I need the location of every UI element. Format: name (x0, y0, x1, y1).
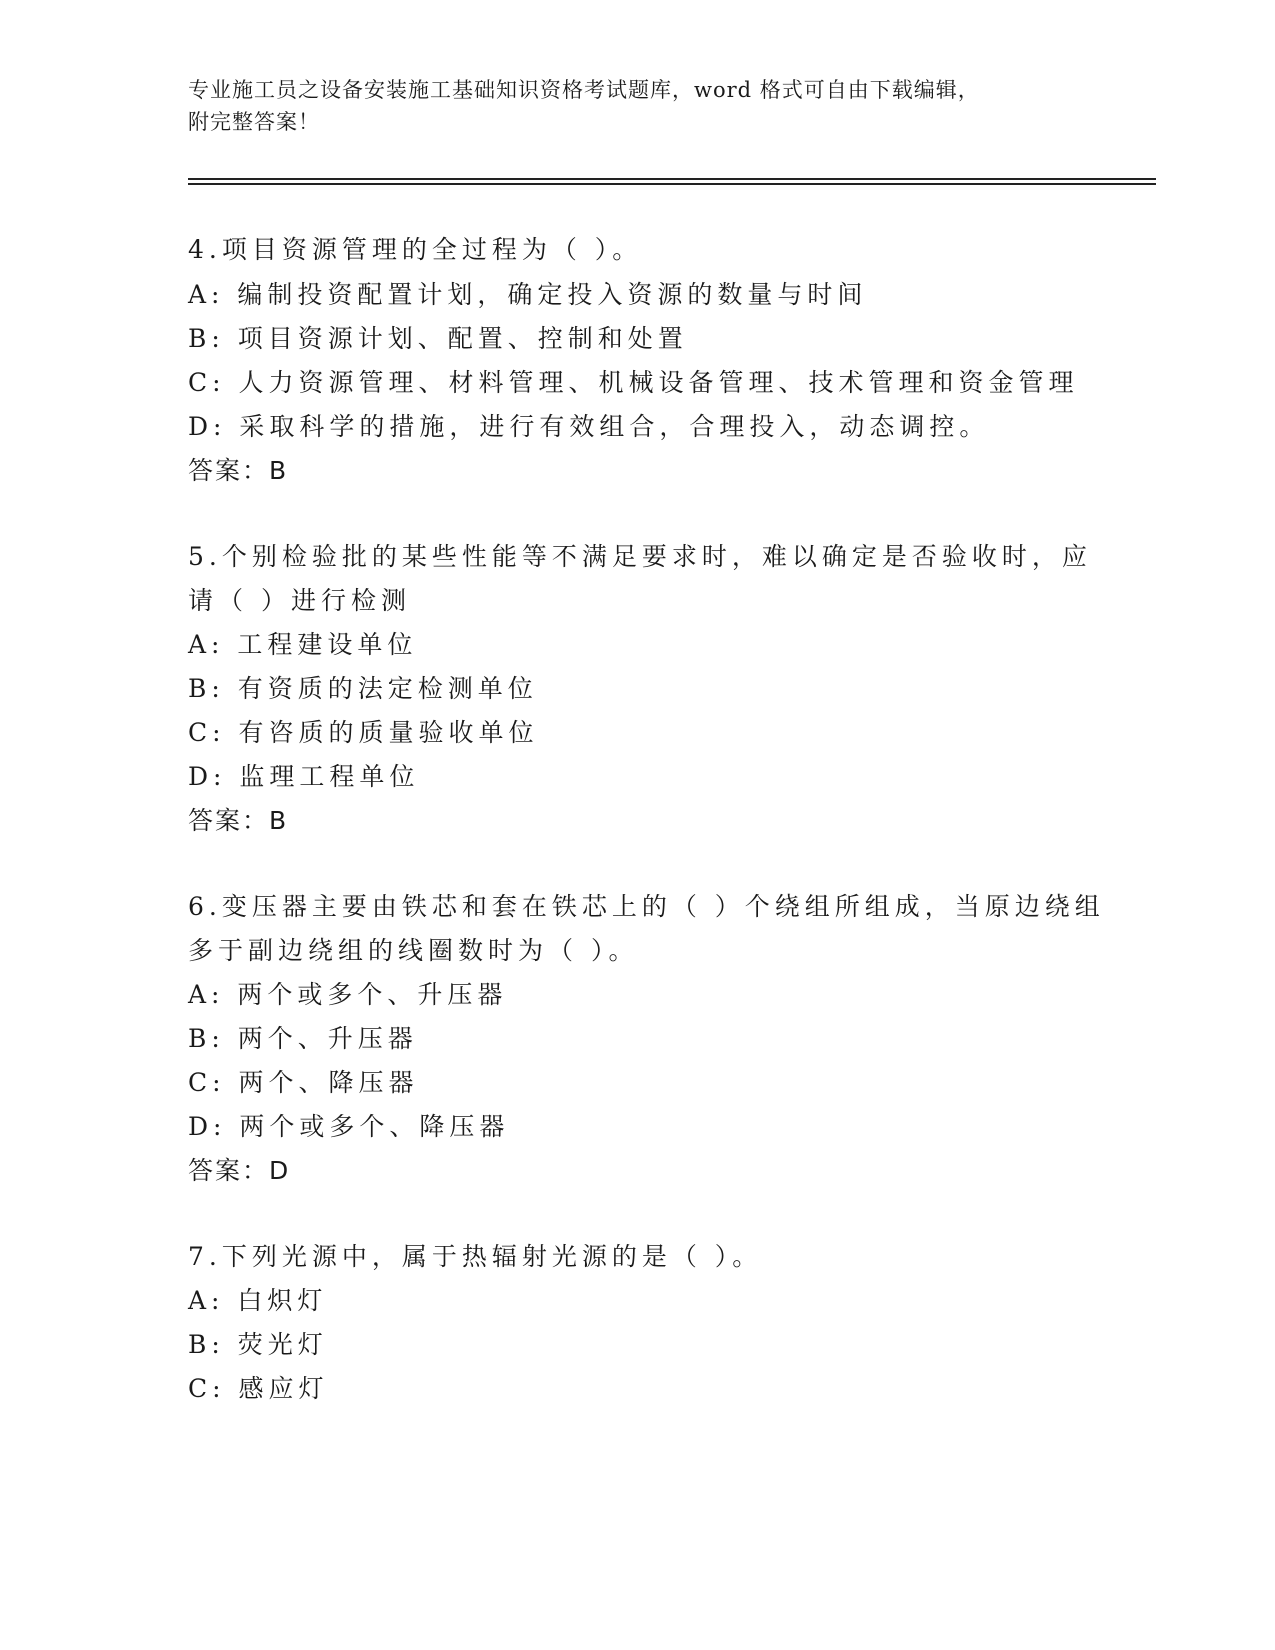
question-5-option-c: C: 有咨质的质量验收单位 (188, 718, 539, 747)
question-4-answer: 答案：B (188, 456, 289, 485)
header-line-1: 专业施工员之设备安装施工基础知识资格考试题库，word 格式可自由下载编辑， (188, 78, 980, 102)
header-divider-top (188, 178, 1156, 180)
question-6-option-c: C: 两个、降压器 (188, 1068, 419, 1097)
question-5-stem-line-1: 5.个别检验批的某些性能等不满足要求时，难以确定是否验收时，应 (188, 542, 1092, 571)
question-6-answer: 答案：D (188, 1156, 291, 1185)
question-5-option-b: B: 有资质的法定检测单位 (188, 674, 538, 703)
header-divider-bottom (188, 183, 1156, 185)
question-6-option-d: D: 两个或多个、降压器 (188, 1112, 510, 1141)
question-4-option-c: C: 人力资源管理、材料管理、机械设备管理、技术管理和资金管理 (188, 368, 1079, 397)
question-5-stem-line-2: 请（ ）进行检测 (188, 586, 411, 615)
question-6-stem-line-2: 多于副边绕组的线圈数时为（ ）。 (188, 936, 639, 965)
question-4-stem: 4.项目资源管理的全过程为（ ）。 (188, 235, 643, 264)
document-header (188, 74, 1068, 138)
question-7-stem: 7.下列光源中，属于热辐射光源的是（ ）。 (188, 1242, 763, 1271)
question-5-option-d: D: 监理工程单位 (188, 762, 420, 791)
question-5-answer: 答案：B (188, 806, 289, 835)
header-line-2: 附完整答案！ (188, 110, 320, 134)
question-7-option-b: B: 荧光灯 (188, 1330, 328, 1359)
question-7-option-c: C: 感应灯 (188, 1374, 329, 1403)
question-4-option-d: D: 采取科学的措施，进行有效组合，合理投入，动态调控。 (188, 412, 990, 441)
question-7-option-a: A: 白炽灯 (188, 1286, 328, 1315)
question-6-stem-line-1: 6.变压器主要由铁芯和套在铁芯上的（ ）个绕组所组成，当原边绕组 (188, 892, 1105, 921)
question-6-option-b: B: 两个、升压器 (188, 1024, 418, 1053)
question-4-option-b: B: 项目资源计划、配置、控制和处置 (188, 324, 688, 353)
question-5-option-a: A: 工程建设单位 (188, 630, 418, 659)
question-4-option-a: A: 编制投资配置计划，确定投入资源的数量与时间 (188, 280, 868, 309)
question-6-option-a: A: 两个或多个、升压器 (188, 980, 508, 1009)
